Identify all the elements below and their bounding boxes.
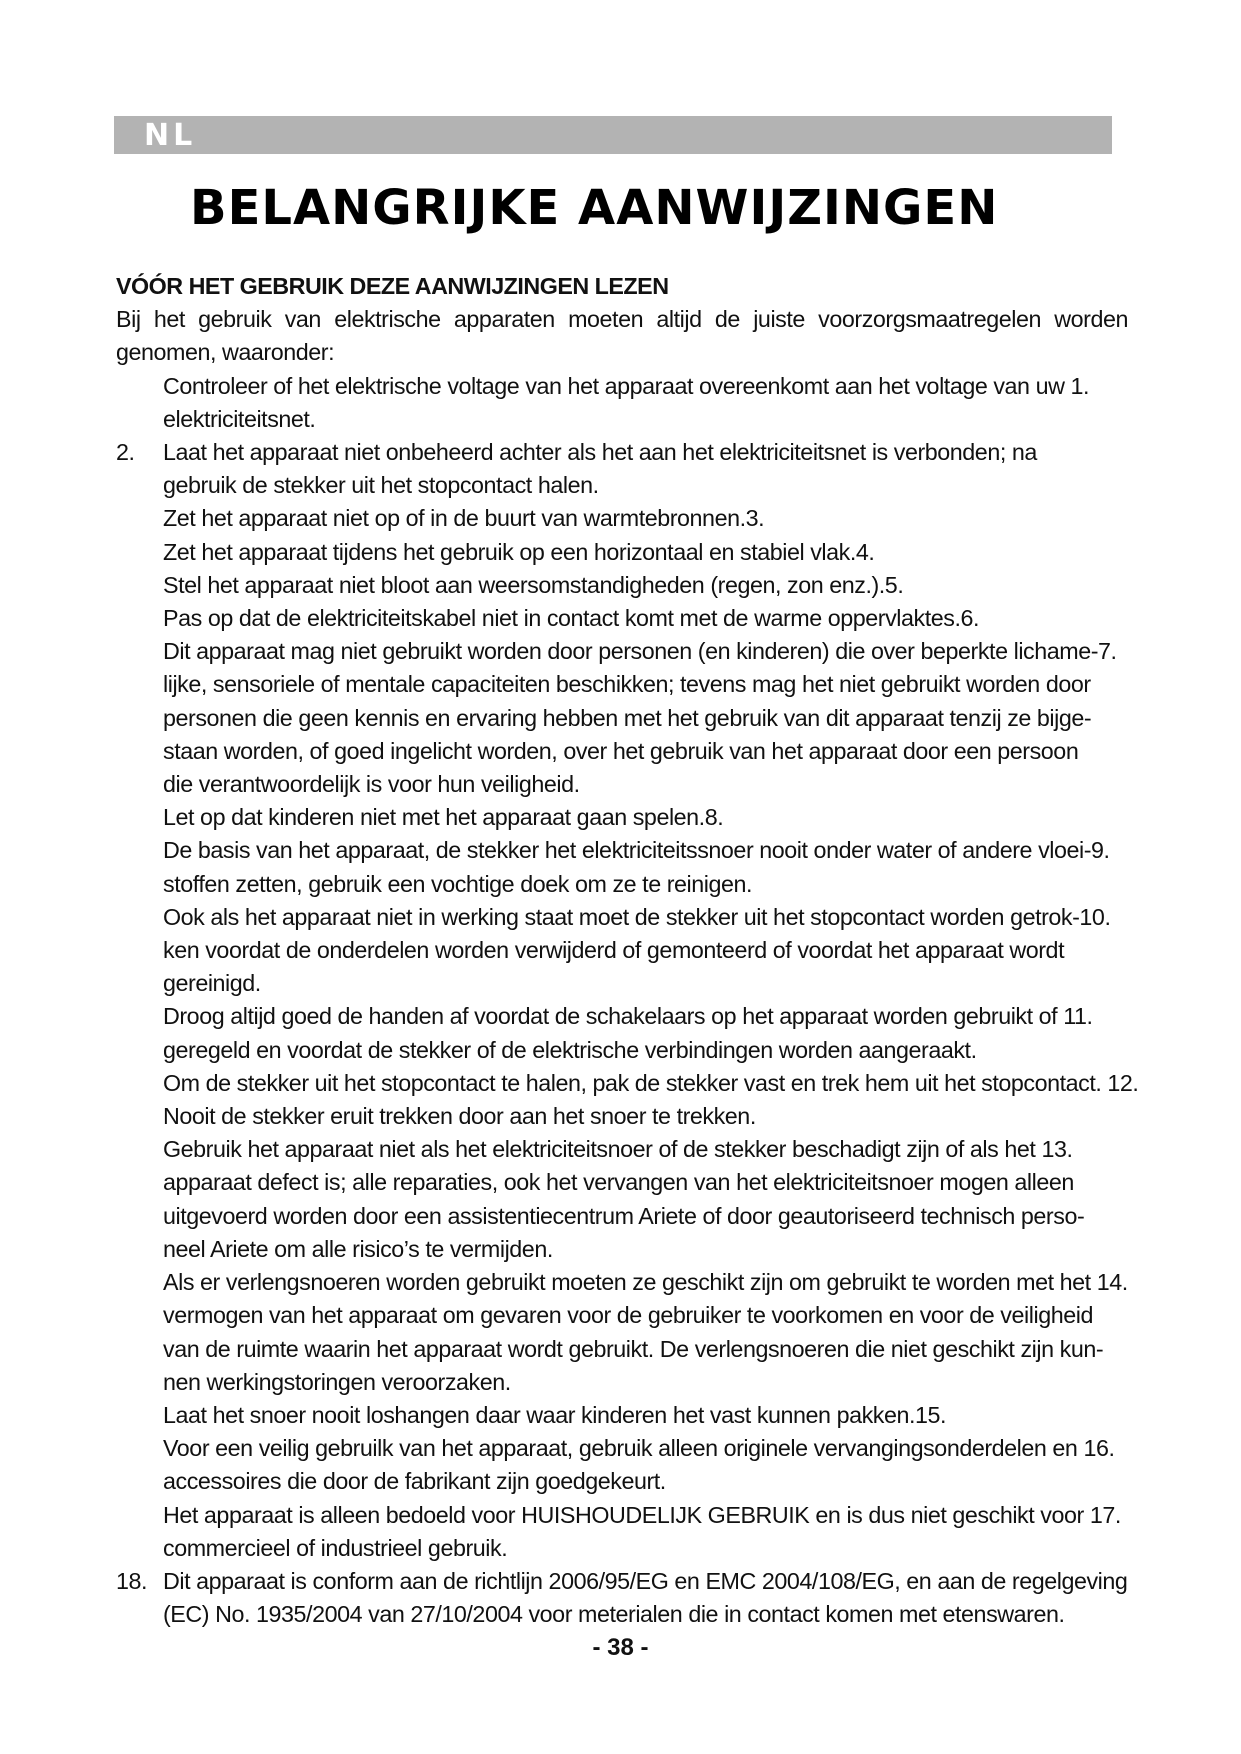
instruction-line: lijke, sensoriele of mentale capaciteiten beschikken; tevens mag het niet gebruikt worden door xyxy=(163,671,1091,698)
instruction-line: Nooit de stekker eruit trekken door aan het snoer te trekken. xyxy=(163,1103,756,1130)
instruction-line: geregeld en voordat de stekker of de elektrische verbindingen worden aangeraakt. xyxy=(163,1036,977,1063)
instruction-line: gereinigd. xyxy=(163,970,261,997)
section-subtitle: VÓÓR HET GEBRUIK DEZE AANWIJZINGEN LEZEN xyxy=(116,273,669,299)
item-number: 2. xyxy=(116,439,135,466)
instruction-line: Om de stekker uit het stopcontact te halen, pak de stekker vast en trek hem uit het stopcontact. 12. xyxy=(163,1069,1139,1096)
instruction-line: Stel het apparaat niet bloot aan weersomstandigheden (regen, zon enz.).5. xyxy=(163,571,904,598)
page-number: - 38 - xyxy=(592,1634,649,1661)
instruction-line: uitgevoerd worden door een assistentiecentrum Ariete of door geautoriseerd technisch perso- xyxy=(163,1202,1085,1229)
language-code: NL xyxy=(144,118,197,153)
instruction-line: accessoires die door de fabrikant zijn goedgekeurt. xyxy=(163,1468,666,1495)
instruction-line: elektriciteitsnet. xyxy=(163,405,316,432)
instruction-line: nen werkingstoringen veroorzaken. xyxy=(163,1368,511,1395)
instruction-line: Zet het apparaat tijdens het gebruik op een horizontaal en stabiel vlak.4. xyxy=(163,538,875,565)
instruction-line: Gebruik het apparaat niet als het elektriciteitsnoer of de stekker beschadigt zijn of als het 13. xyxy=(163,1136,1073,1163)
document-body xyxy=(116,270,1176,1631)
instruction-line-numbered xyxy=(116,436,1176,469)
instruction-line: die verantwoordelijk is voor hun veiligheid. xyxy=(163,771,580,798)
instruction-text: Laat het apparaat niet onbeheerd achter als het aan het elektriciteitsnet is verbonden; na xyxy=(163,439,1037,466)
page-title: BELANGRIJKE AANWIJZINGEN xyxy=(190,180,999,236)
instruction-line: staan worden, of goed ingelicht worden, over het gebruik van het apparaat door een persoon xyxy=(163,737,1079,764)
instruction-line: Als er verlengsnoeren worden gebruikt moeten ze geschikt zijn om gebruikt te worden met het 14. xyxy=(163,1269,1128,1296)
intro-paragraph: Bij het gebruik van elektrische apparaten moeten altijd de juiste voorzorgsmaatregelen worden genomen, waaronder: xyxy=(116,306,1128,366)
instruction-line: ken voordat de onderdelen worden verwijderd of gemonteerd of voordat het apparaat wordt xyxy=(163,937,1065,964)
instruction-line: De basis van het apparaat, de stekker het elektriciteitssnoer nooit onder water of andere vloei-9. xyxy=(163,837,1110,864)
instruction-line: neel Ariete om alle risico’s te vermijden. xyxy=(163,1235,553,1262)
instruction-line: Let op dat kinderen niet met het apparaat gaan spelen.8. xyxy=(163,804,724,831)
instruction-line: (EC) No. 1935/2004 van 27/10/2004 voor meterialen die in contact komen met etenswaren. xyxy=(163,1601,1065,1628)
instruction-line: Dit apparaat mag niet gebruikt worden door personen (en kinderen) die over beperkte lichame-7. xyxy=(163,638,1117,665)
instruction-line: Het apparaat is alleen bedoeld voor HUISHOUDELIJK GEBRUIK en is dus niet geschikt voor 17. xyxy=(163,1501,1121,1528)
instruction-line: Laat het snoer nooit loshangen daar waar kinderen het vast kunnen pakken.15. xyxy=(163,1401,947,1428)
instruction-line: vermogen van het apparaat om gevaren voor de gebruiker te voorkomen en voor de veiligheid xyxy=(163,1302,1093,1329)
instruction-line: stoffen zetten, gebruik een vochtige doek om ze te reinigen. xyxy=(163,870,753,897)
instruction-line: van de ruimte waarin het apparaat wordt gebruikt. De verlengsnoeren die niet geschikt zijn kun- xyxy=(163,1335,1104,1362)
instruction-line: Voor een veilig gebruilk van het apparaat, gebruik alleen originele vervangingsonderdelen en 16. xyxy=(163,1435,1115,1462)
language-bar xyxy=(114,116,1112,154)
instruction-line: Ook als het apparaat niet in werking staat moet de stekker uit het stopcontact worden getrok-10. xyxy=(163,903,1111,930)
item-number: 18. xyxy=(116,1567,148,1594)
instruction-line: Controleer of het elektrische voltage van het apparaat overeenkomt aan het voltage van uw 1. xyxy=(163,372,1090,399)
instruction-line: personen die geen kennis en ervaring hebben met het gebruik van dit apparaat tenzij ze bijge- xyxy=(163,704,1092,731)
instruction-line: gebruik de stekker uit het stopcontact halen. xyxy=(163,472,599,499)
instruction-line: apparaat defect is; alle reparaties, ook het vervangen van het elektriciteitsnoer mogen alleen xyxy=(163,1169,1074,1196)
instruction-line: Pas op dat de elektriciteitskabel niet in contact komt met de warme oppervlaktes.6. xyxy=(163,605,980,632)
instruction-line: Zet het apparaat niet op of in de buurt van warmtebronnen.3. xyxy=(163,505,765,532)
instruction-text: Dit apparaat is conform aan de richtlijn 2006/95/EG en EMC 2004/108/EG, en aan de regelgeving xyxy=(163,1567,1128,1594)
instruction-line: Droog altijd goed de handen af voordat de schakelaars op het apparaat worden gebruikt of 11. xyxy=(163,1003,1093,1030)
instruction-line-numbered xyxy=(116,1565,1176,1598)
instruction-line: commercieel of industrieel gebruik. xyxy=(163,1534,508,1561)
